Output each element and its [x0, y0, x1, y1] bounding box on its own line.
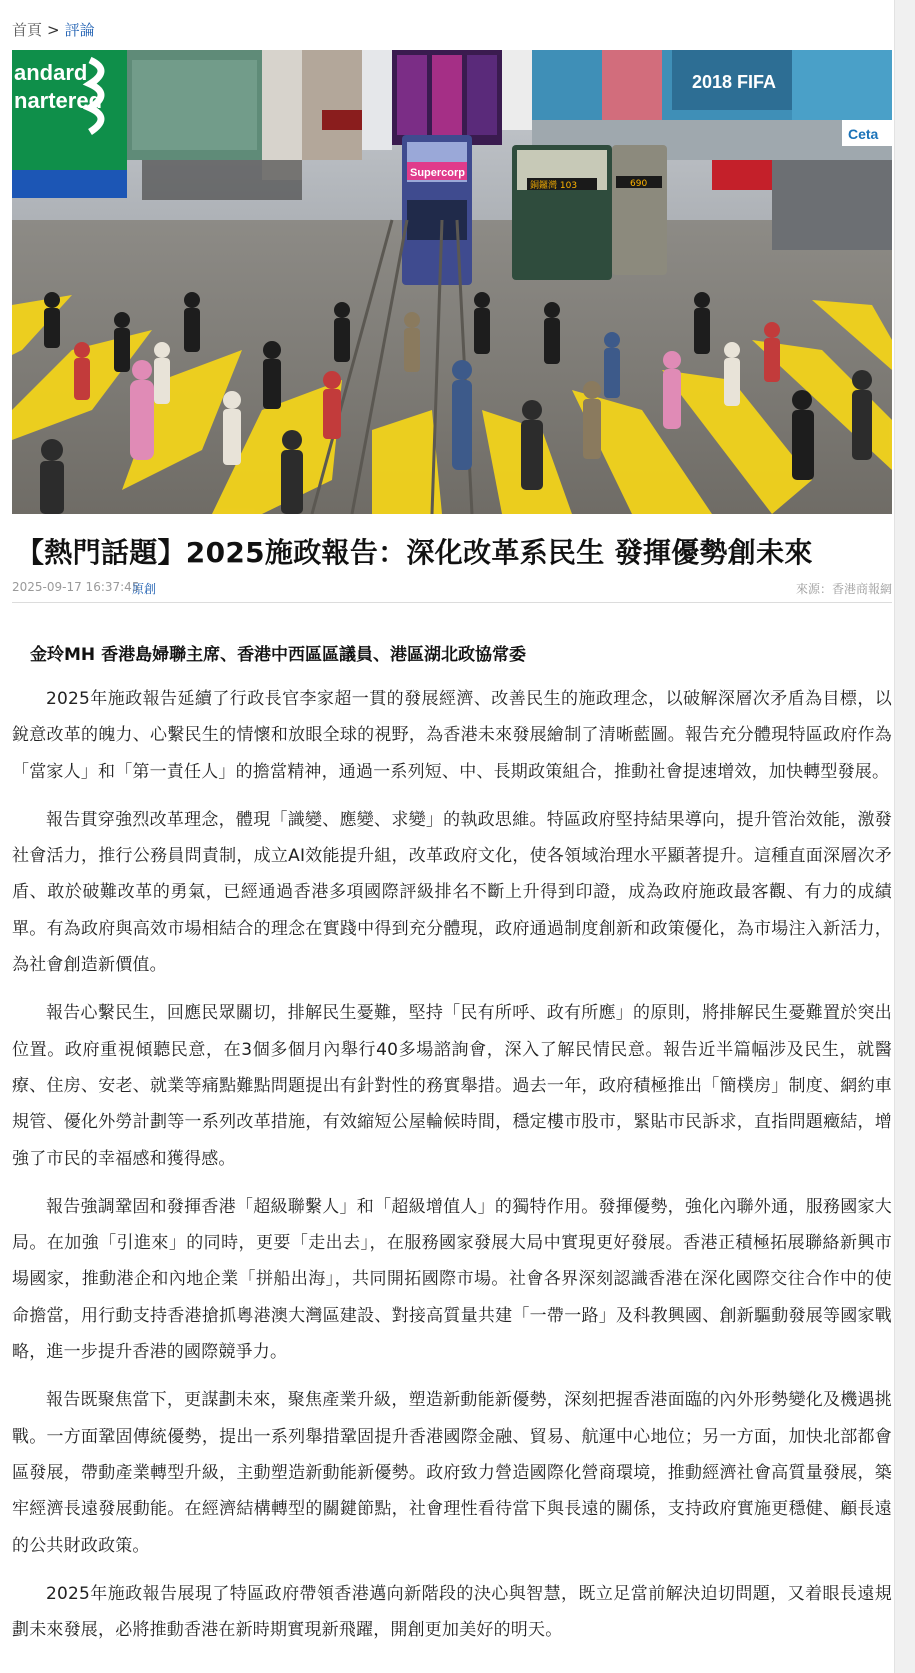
article-source: 來源：香港商報網 [795, 582, 892, 596]
tram-route-sign: 銅鑼灣 103 [530, 181, 578, 191]
article-paragraph: 報告既聚焦當下，更謀劃未來，聚焦產業升級，塑造新動能新優勢，深刻把握香港面臨的內外形勢變化及機遇挑戰。一方面鞏固傳統優勢，提出一系列舉措鞏固提升香港國際金融、貿易、航運中心地位；另一方面，加快北部都會區發展，帶動產業轉型升級，主動塑造新動能新優勢。政府致力營造國際化營商環境，推動經濟社會高質量發展，築牢經濟長遠發展動能。在經濟結構轉型的關鍵節點，社會理性看待當下與長遠的關係，支持政府實施更穩健、顧長遠的公共財政政策。 [12, 1390, 892, 1556]
street-crossing-photo-icon [12, 50, 892, 514]
article-paragraph: 報告貫穿強烈改革理念，體現「識變、應變、求變」的執政思維。特區政府堅持結果導向，提升管治效能，激發社會活力，推行公務員問責制，成立AI效能提升組，改革政府文化，使各領域治理水平顯著提升。這種直面深層次矛盾、敢於破難改革的勇氣，已經通過香港多項國際評級排名不斷上升得到印證，成為政府施政最客觀、有力的成績單。有為政府與高效市場相結合的理念在實踐中得到充分體現，政府通過制度創新和政策優化，為市場注入新活力，為社會創造新價值。 [12, 809, 892, 976]
tram-brand-text: Supercorp [410, 167, 466, 179]
publish-date: 2025-09-17 16:37:45 [12, 580, 140, 594]
article-paragraph: 2025年施政報告展現了特區政府帶領香港邁向新階段的決心與智慧，既立足當前解決迫切問題，又着眼長遠規劃未來發展，必將推動香港在新時期實現新飛躍，開創更加美好的明天。 [12, 1583, 892, 1641]
original-tag-link[interactable]: 原創 [132, 582, 157, 596]
breadcrumb-separator: > [47, 21, 60, 39]
article-author: 金玲MH 香港島婦聯主席、香港中西區區議員、港區湖北政協常委 [30, 645, 527, 665]
ad-banner-text: 2018 FIFA [692, 72, 777, 92]
right-sign-text: Ceta [848, 126, 879, 142]
article-meta [12, 580, 892, 603]
breadcrumb-category-link[interactable]: 評論 [64, 21, 95, 39]
breadcrumb-home-link[interactable]: 首頁 [12, 21, 43, 39]
bank-sign-line1: andard [14, 60, 88, 85]
breadcrumb [12, 19, 95, 40]
article-paragraph: 報告心繫民生，回應民眾關切，排解民生憂難，堅持「民有所呼、政有所應」的原則，將排解民生憂難置於突出位置。政府重視傾聽民意，在3個多個月內舉行40多場諮詢會，深入了解民情民意。報告近半篇幅涉及民生，就醫療、住房、安老、就業等痛點難點問題提出有針對性的務實舉措。過去一年，政府積極推出「簡樸房」制度、網約車規管、優化外勞計劃等一系列改革措施，有效縮短公屋輪候時間，穩定樓市股市，緊貼市民訴求，直指問題癥結，增強了市民的幸福感和獲得感。 [12, 1003, 892, 1169]
article-paragraph: 報告強調鞏固和發揮香港「超級聯繫人」和「超級增值人」的獨特作用。發揮優勢，強化內聯外通，服務國家大局。在加強「引進來」的同時，更要「走出去」，在服務國家發展大局中實現更好發展。香港正積極拓展聯絡新興市場國家，推動港企和內地企業「拼船出海」，共同開拓國際市場。社會各界深刻認識香港在深化國際交往合作中的使命擔當，用行動支持香港搶抓粵港澳大灣區建設、對接高質量共建「一帶一路」及科教興國、創新驅動發展等國家戰略，進一步提升香港的國際競爭力。 [12, 1196, 892, 1363]
article-title: 【熱門話題】2025施政報告：深化改革系民生 發揮優勢創未來 [16, 536, 813, 569]
scrollbar-track[interactable] [894, 0, 915, 1673]
article-body [12, 681, 892, 1660]
hero-image [12, 50, 892, 514]
article-paragraph: 2025年施政報告延續了行政長官李家超一貫的發展經濟、改善民生的施政理念，以破解深層次矛盾為目標，以銳意改革的魄力、心繫民生的情懷和放眼全球的視野，為香港未來發展繪制了清晰藍圖。報告充分體現特區政府作為「當家人」和「第一責任人」的擔當精神，通過一系列短、中、長期政策組合，推動社會提速增效，加快轉型發展。 [12, 689, 892, 782]
bank-sign-line2: nartered [14, 88, 103, 113]
bus-route-sign: 690 [630, 179, 648, 189]
